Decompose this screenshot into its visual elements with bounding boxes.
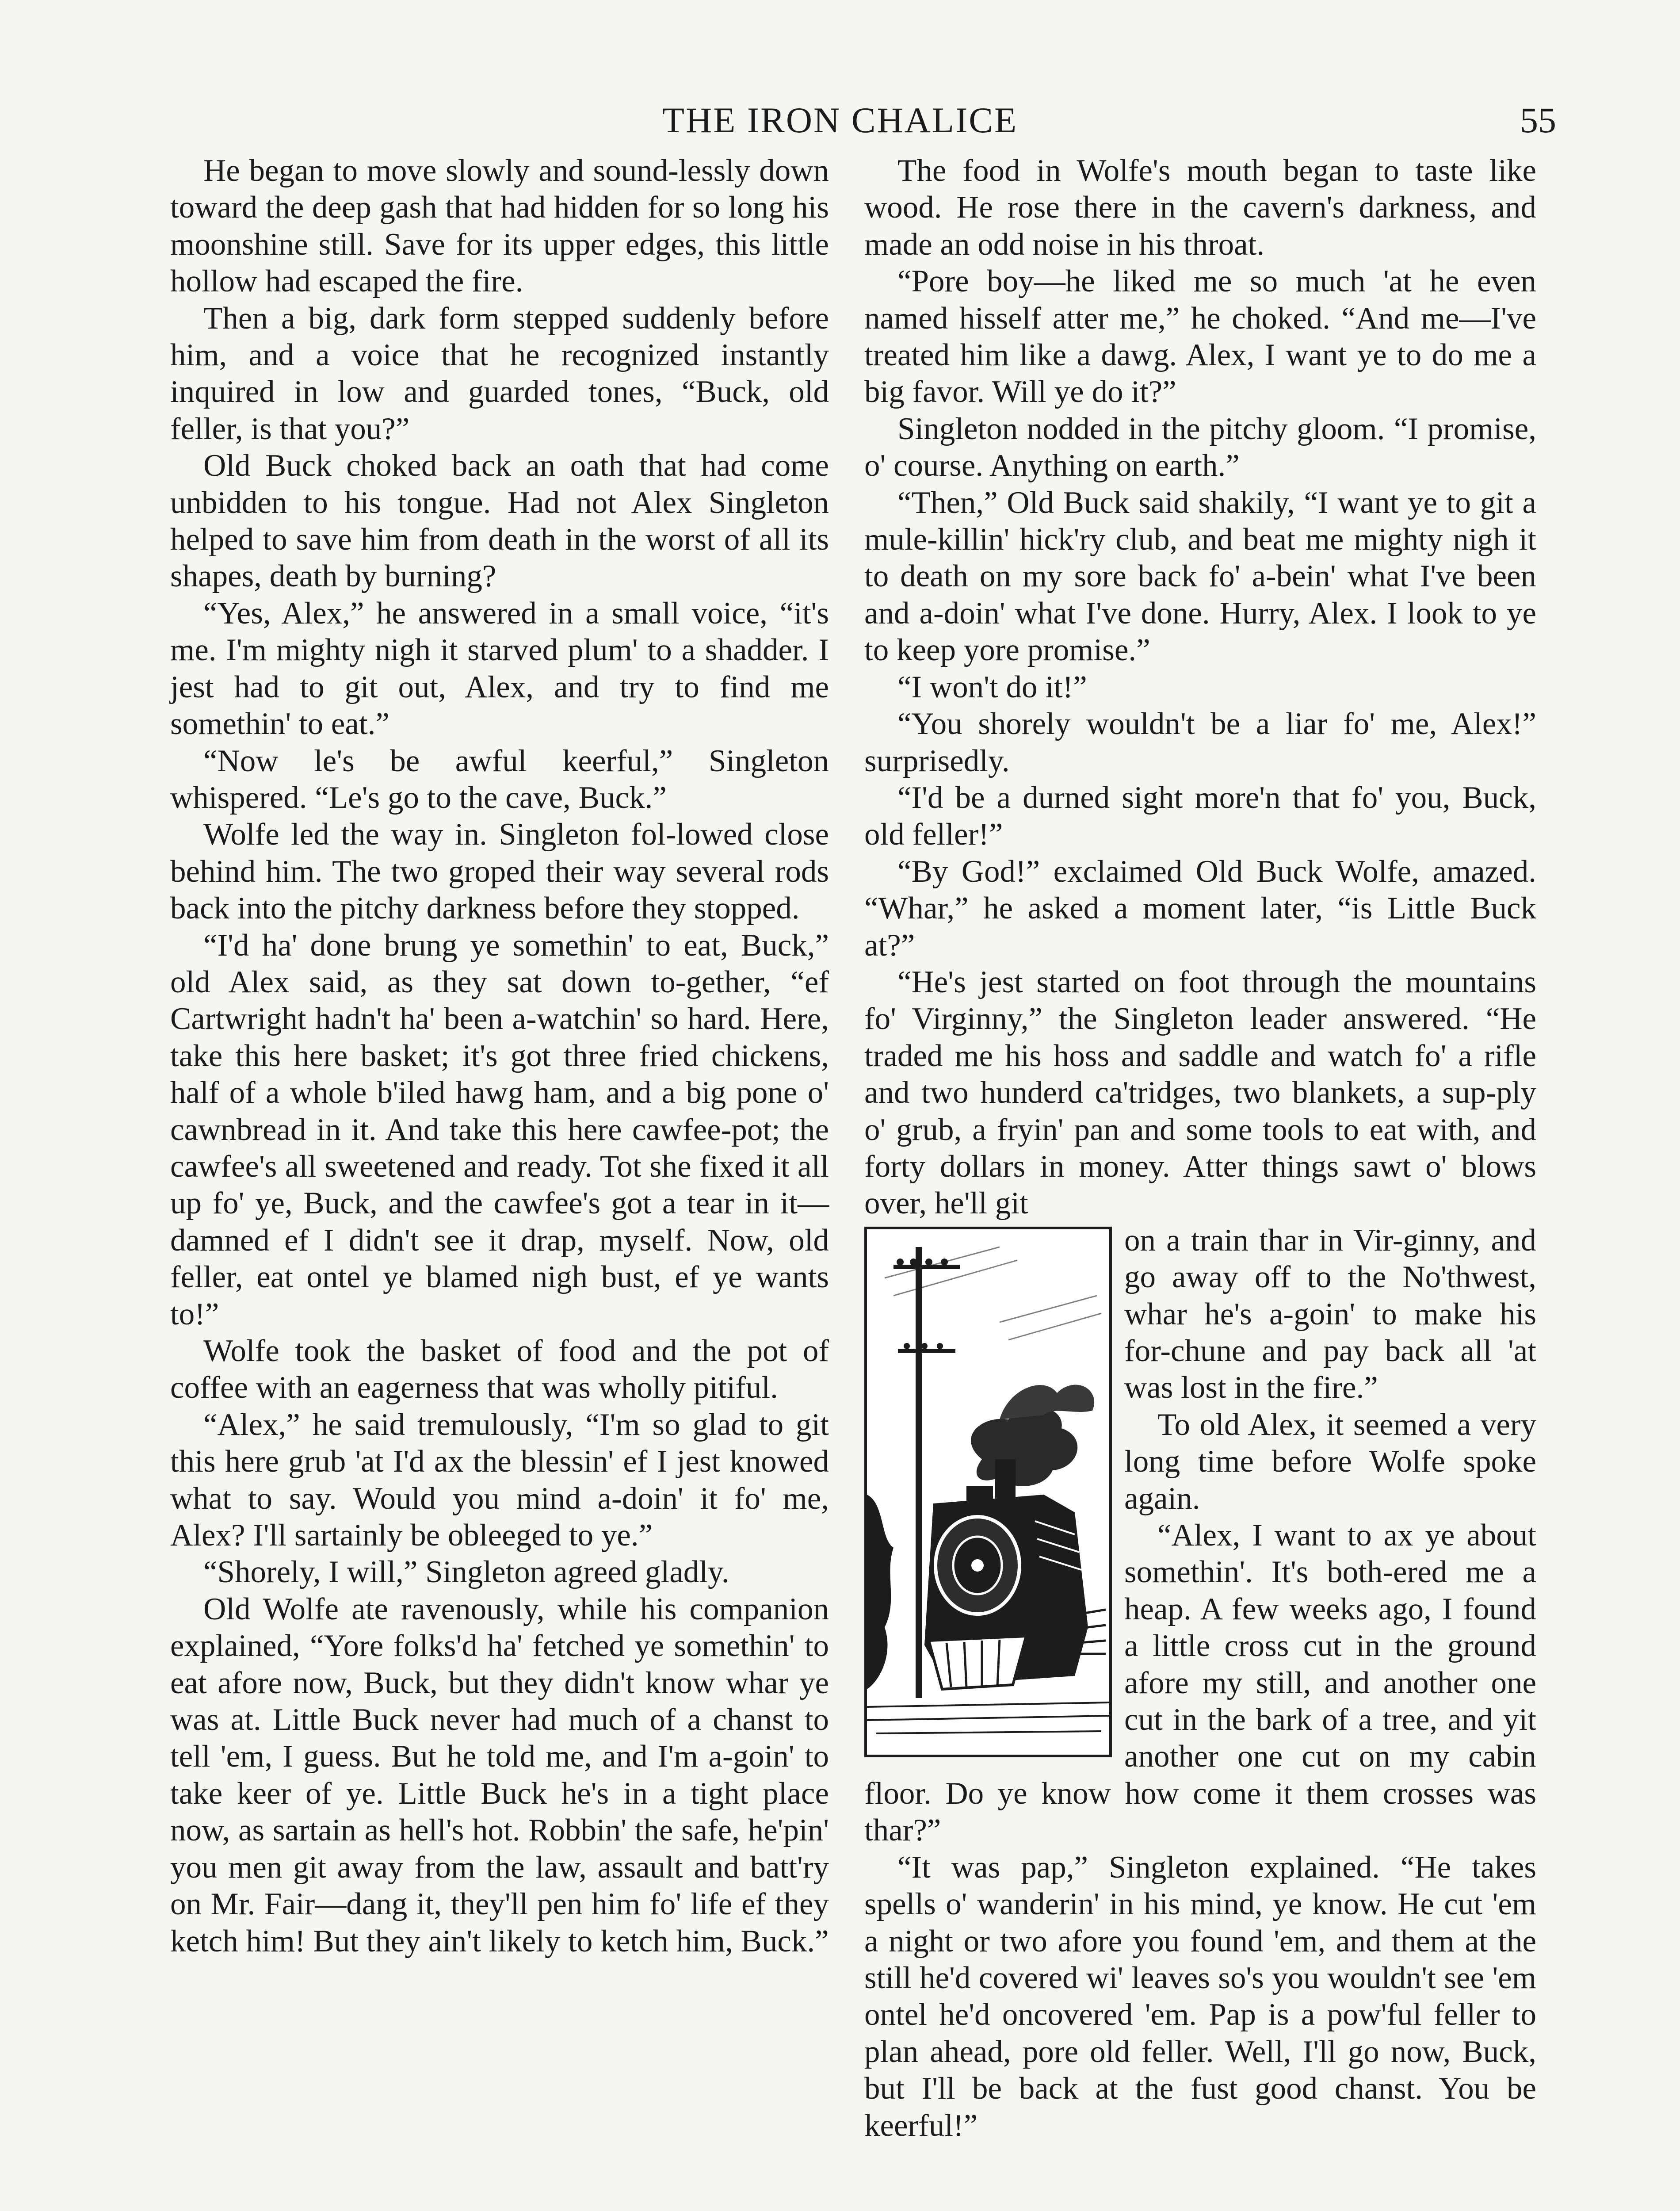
paragraph-continuation: on a train thar in Vir-ginny, and go away off to the No'thwest, whar he's a-goin' to make his for-chune and pay back all 'at was lost in the fire.”	[1124, 1223, 1536, 1405]
paragraph: “I won't do it!”	[897, 669, 1087, 704]
paragraph: “Alex,” he said tremulously, “I'm so glad to git this here grub 'at I'd ax the blessin' ef I jest knowed what to say. Would you mind a-doin' it fo' me, Alex? I'll sartainly be obleeged to ye.”	[170, 1407, 829, 1553]
page-number: 55	[1520, 100, 1556, 140]
paragraph: “Alex, I want to ax ye about somethin'. It's both-ered me a heap. A few weeks ago, I found a little cross cut in the ground afore my still, and another one cut in the bark of a tree, and yit another one cut on my cabin floor. Do ye know how come it them crosses was thar?”	[864, 1518, 1536, 1848]
running-head-title: THE IRON CHALICE	[662, 100, 1018, 140]
locomotive-icon	[867, 1229, 1109, 1755]
left-column	[170, 153, 829, 1960]
paragraph: Wolfe took the basket of food and the pot of coffee with an eagerness that was wholly pitiful.	[170, 1334, 829, 1405]
paragraph: “By God!” exclaimed Old Buck Wolfe, amazed. “Whar,” he asked a moment later, “is Little Buck at?”	[864, 854, 1536, 963]
paragraph: “Pore boy—he liked me so much 'at he even named hisself atter me,” he choked. “And me—I've treated him like a dawg. Alex, I want ye to do me a big favor. Will ye do it?”	[864, 264, 1536, 409]
paragraph: Then a big, dark form stepped suddenly before him, and a voice that he recognized instantly inquired in low and guarded tones, “Buck, old feller, is that you?”	[170, 301, 829, 446]
paragraph: “You shorely wouldn't be a liar fo' me, Alex!” surprisedly.	[864, 707, 1536, 778]
paragraph: “Now le's be awful keerful,” Singleton whispered. “Le's go to the cave, Buck.”	[170, 743, 829, 815]
paragraph: To old Alex, it seemed a very long time before Wolfe spoke again.	[1124, 1407, 1536, 1516]
paragraph: Singleton nodded in the pitchy gloom. “I promise, o' course. Anything on earth.”	[864, 411, 1536, 483]
paragraph: “Yes, Alex,” he answered in a small voice, “it's me. I'm mighty nigh it starved plum' to a shadder. I jest had to git out, Alex, and try to find me somethin' to eat.”	[170, 596, 829, 742]
paragraph: The food in Wolfe's mouth began to taste like wood. He rose there in the cavern's darkness, and made an odd noise in his throat.	[864, 153, 1536, 262]
paragraph: “I'd ha' done brung ye somethin' to eat, Buck,” old Alex said, as they sat down to-gether, “ef Cartwright hadn't ha' been a-watchin' so hard. Here, take this here basket; it's got three fried chickens, half of a whole b'iled hawg ham, and a big pone o' cawnbread in it. And take this here cawfee-pot; the cawfee's all sweetened and ready. Tot she fixed it all up fo' ye, Buck, and the cawfee's got a tear in it—damned ef I didn't see it drap, myself. Now, old feller, eat ontel ye blamed nigh bust, ef ye wants to!”	[170, 928, 829, 1331]
locomotive-illustration	[864, 1227, 1112, 1757]
paragraph: “I'd be a durned sight more'n that fo' you, Buck, old feller!”	[864, 780, 1536, 852]
paragraph: Old Wolfe ate ravenously, while his companion explained, “Yore folks'd ha' fetched ye somethin' to eat afore now, Buck, but they didn't know whar ye was at. Little Buck never had much of a chanst to tell 'em, I guess. But he told me, and I'm a-goin' to take keer of ye. Little Buck he's in a tight place now, as sartain as hell's hot. Robbin' the safe, he'pin' you men git away from the law, assault and batt'ry on Mr. Fair—dang it, they'll pen him fo' life ef they ketch him! But they ain't likely to ketch him, Buck.”	[170, 1591, 829, 1959]
paragraph: “Then,” Old Buck said shakily, “I want ye to git a mule-killin' hick'ry club, and beat me mighty nigh it to death on my sore back fo' a-bein' what I've been and a-doin' what I've done. Hurry, Alex. I look to ye to keep yore promise.”	[864, 485, 1536, 668]
right-column	[864, 153, 1536, 2144]
paragraph: “He's jest started on foot through the mountains fo' Virginny,” the Singleton leader answered. “He traded me his hoss and saddle and watch fo' a rifle and two hunderd ca'tridges, two blankets, a sup-ply o' grub, a fryin' pan and some tools to eat with, and forty dollars in money. Atter things sawt o' blows over, he'll git	[864, 964, 1536, 1221]
paragraph: He began to move slowly and sound-lessly down toward the deep gash that had hidden for so long his moonshine still. Save for its upper edges, this little hollow had escaped the fire.	[170, 153, 829, 299]
paragraph: “It was pap,” Singleton explained. “He takes spells o' wanderin' in his mind, ye know. He cut 'em a night or two afore you found 'em, and them at the still he'd covered wi' leaves so's you wouldn't see 'em ontel he'd oncovered 'em. Pap is a pow'ful feller to plan ahead, pore old feller. Well, I'll go now, Buck, but I'll be back at the fust good chanst. You be keerful!”	[864, 1850, 1536, 2143]
paragraph: Old Buck choked back an oath that had come unbidden to his tongue. Had not Alex Singleton helped to save him from death in the worst of all its shapes, death by burning?	[170, 448, 829, 594]
paragraph: “Shorely, I will,” Singleton agreed gladly.	[203, 1555, 729, 1590]
paragraph: Wolfe led the way in. Singleton fol-lowed close behind him. The two groped their way several rods back into the pitchy darkness before they stopped.	[170, 817, 829, 926]
